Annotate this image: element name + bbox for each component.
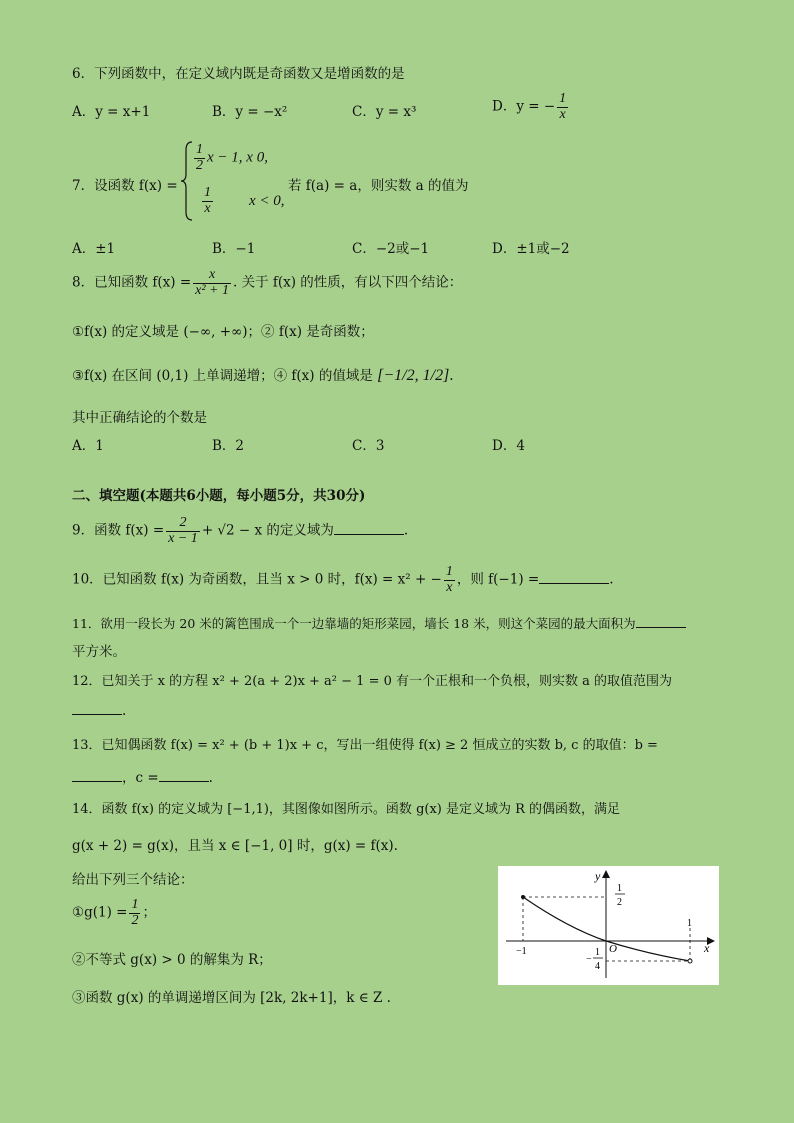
q6-d-fraction: $\frac{1}{x}$	[559, 91, 567, 122]
q13-c-label: ，c =	[122, 770, 159, 786]
function-graph-figure	[498, 866, 719, 985]
q10-mid: ，则 f(−1) =	[456, 571, 540, 588]
q9-mid: + √2 − x 的定义域为	[201, 522, 334, 539]
q10	[72, 565, 613, 595]
q7-case1	[192, 143, 268, 173]
q13-end: .	[208, 770, 213, 786]
q8-ask: 其中正确结论的个数是	[72, 410, 207, 426]
q12-line2	[72, 702, 126, 719]
q9-prefix: 9．函数 f(x) =	[72, 522, 165, 539]
q6-option-a: A．y = x+1	[72, 104, 151, 120]
q7-option-c: C．−2或−1	[352, 241, 430, 257]
q9	[72, 516, 408, 546]
q12-end: .	[122, 703, 127, 719]
y-top-den: 2	[617, 897, 622, 908]
q7-case1-fraction: $\frac{1}{2}$	[196, 142, 203, 173]
q9-answer-blank[interactable]	[334, 522, 404, 535]
q8-stem	[72, 268, 462, 298]
q8-s3-prefix: ③f(x) 在区间 (0,1) 上单调递增；④ f(x) 的值域是	[72, 368, 373, 384]
q8-range: [−1/2, 1/2]	[377, 367, 450, 384]
q14-conclusion-1	[72, 898, 156, 928]
q14-line2: g(x + 2) = g(x)，且当 x ∈ [−1, 0] 时，g(x) = f(x).	[72, 838, 398, 854]
q12-answer-blank[interactable]	[72, 702, 122, 715]
q8-suffix: . 关于 f(x) 的性质，有以下四个结论：	[233, 274, 463, 291]
left-endpoint	[521, 895, 525, 899]
q13-c-blank[interactable]	[159, 769, 209, 782]
q6-option-c: C．y = x³	[352, 104, 417, 120]
q8-option-c: C．3	[352, 438, 385, 454]
q7-prefix: 7．设函数 f(x) =	[72, 178, 178, 194]
q6-stem: 6．下列函数中，在定义域内既是奇函数又是增函数的是	[72, 66, 405, 82]
q8-option-a: A．1	[72, 438, 104, 454]
q6-option-b: B．y = −x²	[212, 104, 288, 120]
q7-option-a: A．±1	[72, 241, 116, 257]
graph-svg	[498, 866, 719, 985]
q14-conclusion-2: ②不等式 g(x) > 0 的解集为 R；	[72, 952, 272, 968]
q8-option-b: B．2	[212, 438, 245, 454]
q7-case2-cond: x < 0,	[249, 192, 285, 209]
q11-answer-blank[interactable]	[636, 615, 686, 628]
q8-fraction: $\frac{x}{\text{x² + 1}}$	[195, 267, 229, 298]
origin-label: O	[609, 943, 617, 955]
q7-option-d: D．±1或−2	[492, 241, 570, 257]
q7-case2	[200, 186, 285, 216]
q14-conclusion-3: ③函数 g(x) 的单调递增区间为 [2k, 2k+1]，k ∈ Z .	[72, 990, 391, 1006]
y-axis-label: y	[595, 869, 601, 883]
x-right-label: 1	[687, 918, 692, 929]
x-axis-label: x	[704, 941, 710, 955]
x-left-label: −1	[516, 946, 527, 957]
q6-option-d	[492, 92, 570, 122]
q8-statement-3-4	[72, 364, 454, 385]
q13-line2	[72, 766, 213, 786]
q14-line3: 给出下列三个结论：	[72, 872, 194, 888]
q7-suffix: 若 f(a) = a，则实数 a 的值为	[288, 178, 469, 194]
q10-fraction: $\frac{1}{x}$	[445, 564, 453, 595]
q14-c1-end: ；	[142, 904, 156, 921]
q7-case1-rest: x − 1, x 0,	[207, 149, 268, 166]
q10-answer-blank[interactable]	[539, 571, 609, 584]
y-bottom-sign: −	[586, 954, 592, 965]
q10-prefix: 10．已知函数 f(x) 为奇函数，且当 x > 0 时，f(x) = x² + −	[72, 571, 442, 588]
q11-text: 11．欲用一段长为 20 米的篱笆围成一个一边靠墙的矩形菜园，墙长 18 米，则这个菜园的最大面积为	[72, 616, 636, 631]
q8-option-d: D．4	[492, 438, 525, 454]
y-bottom-num: 1	[595, 947, 600, 958]
q7-case2-fraction: $\frac{1}{x}$	[204, 185, 211, 216]
q14-c1-prefix: ①g(1) =	[72, 904, 128, 921]
q8-prefix: 8．已知函数 f(x) =	[72, 274, 192, 291]
q14-line1: 14．函数 f(x) 的定义域为 [−1,1)，其图像如图所示。函数 g(x) 是定义域为 R 的偶函数，满足	[72, 802, 621, 817]
q11-line2: 平方米。	[72, 644, 126, 660]
q9-fraction: $\frac{2}{x - 1}$	[168, 515, 198, 546]
q10-end: .	[609, 571, 614, 588]
q8-s3-end: .	[449, 368, 454, 384]
section-2-heading: 二、填空题(本题共6小题，每小题5分，共30分)	[72, 488, 366, 504]
q7-option-b: B．−1	[212, 241, 256, 257]
q13-b-blank[interactable]	[72, 769, 122, 782]
q11-line1	[72, 614, 686, 632]
q8-statement-1-2: ①f(x) 的定义域是 (−∞, +∞)；② f(x) 是奇函数；	[72, 324, 374, 340]
right-endpoint-open	[688, 959, 692, 963]
q9-end: .	[403, 522, 409, 539]
q14-c1-fraction: $\frac{1}{2}$	[131, 897, 139, 928]
q12-line1: 12．已知关于 x 的方程 x² + 2(a + 2)x + a² − 1 = 0 有一个正根和一个负根，则实数 a 的取值范围为	[72, 674, 673, 689]
y-top-num: 1	[617, 883, 622, 894]
q13-line1: 13．已知偶函数 f(x) = x² + (b + 1)x + c，写出一组使得 f(x) ≥ 2 恒成立的实数 b, c 的取值：b =	[72, 738, 658, 753]
y-bottom-den: 4	[595, 961, 600, 972]
q6-d-prefix: D．y = −	[492, 98, 556, 115]
